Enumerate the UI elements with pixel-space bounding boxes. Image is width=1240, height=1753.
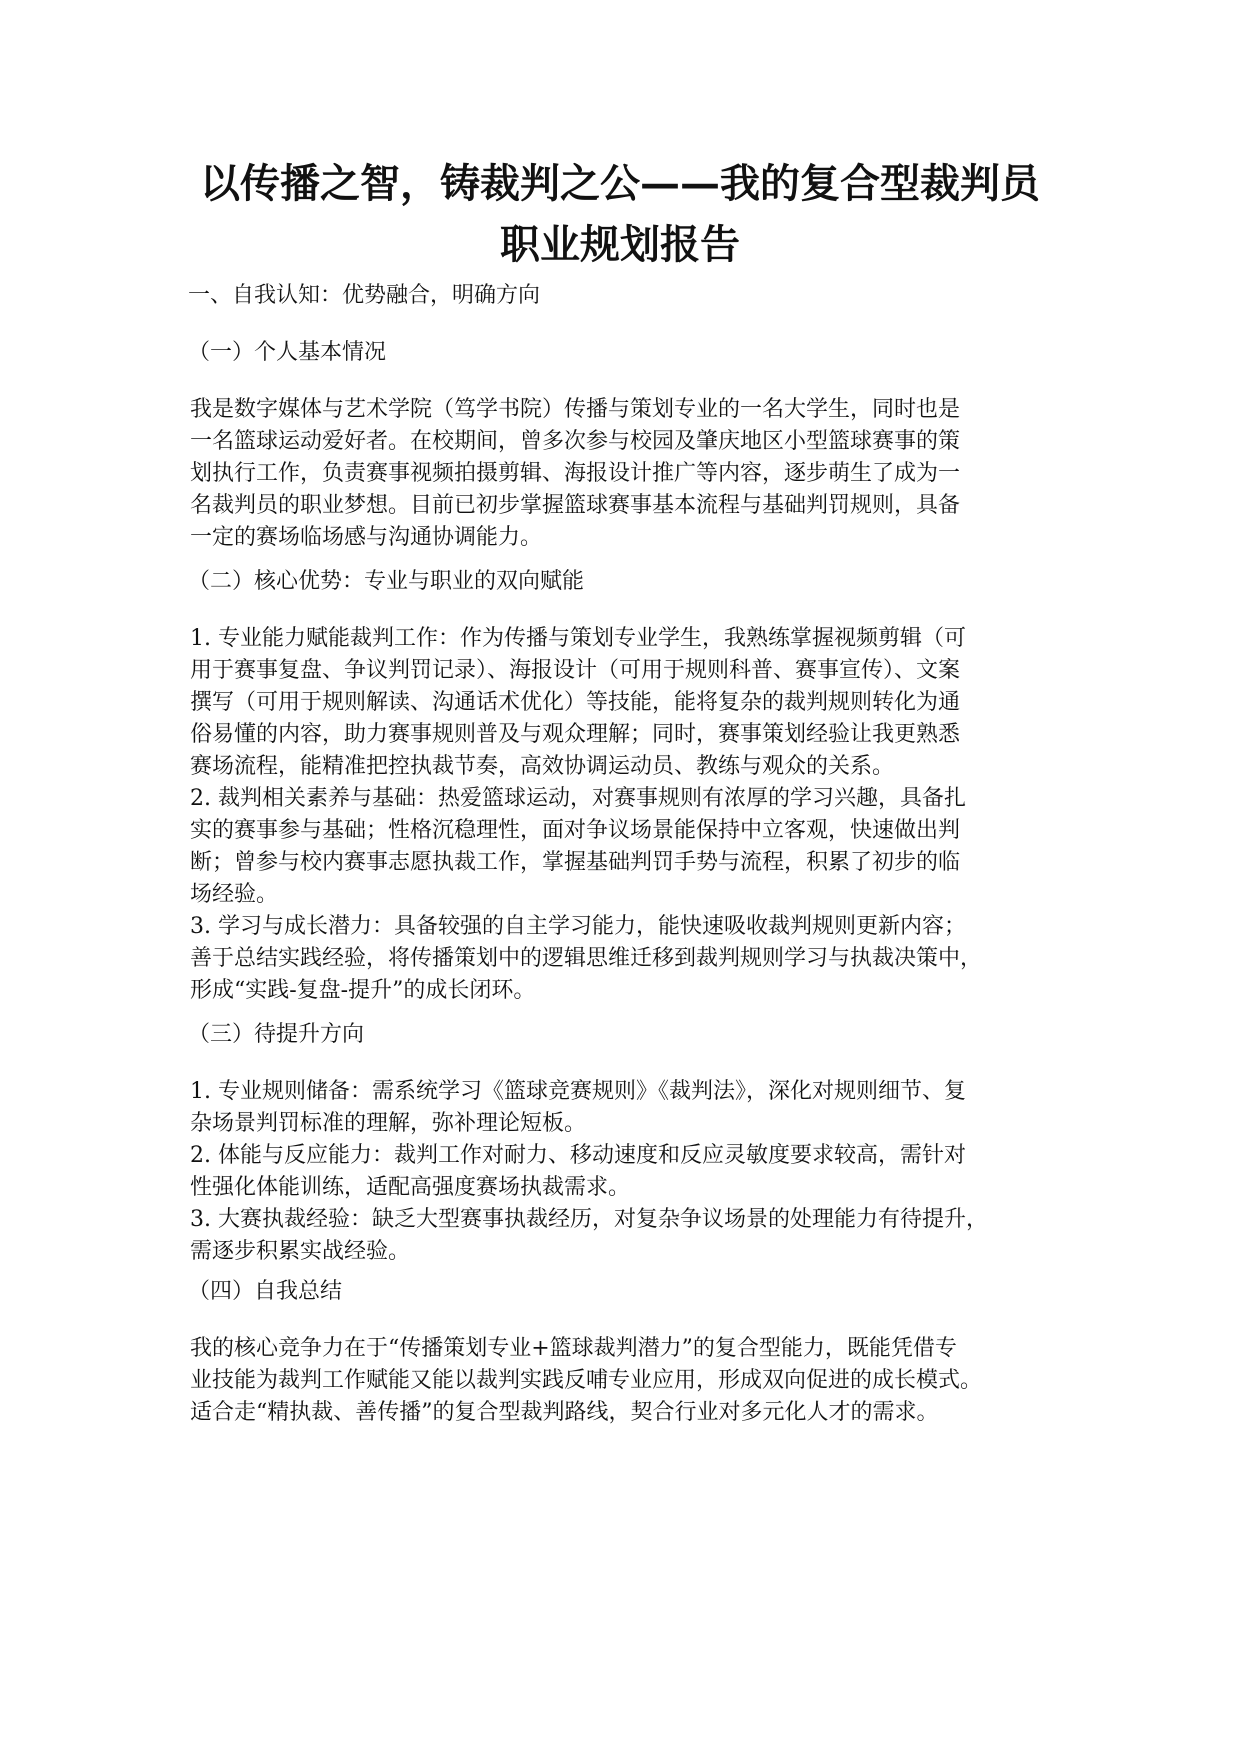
list-line: 2. 裁判相关素养与基础：热爱篮球运动，对赛事规则有浓厚的学习兴趣，具备扎	[190, 786, 966, 811]
paragraph-line: 我的核心竞争力在于“传播策划专业+篮球裁判潜力”的复合型能力，既能凭借专	[190, 1336, 957, 1361]
subsection-4-heading: （四）自我总结	[188, 1279, 343, 1304]
list-line: 杂场景判罚标准的理解，弥补理论短板。	[190, 1111, 587, 1136]
list-line: 善于总结实践经验，将传播策划中的逻辑思维迁移到裁判规则学习与执裁决策中，	[190, 946, 983, 971]
paragraph-line: 一名篮球运动爱好者。在校期间，曾多次参与校园及肇庆地区小型篮球赛事的策	[190, 429, 961, 454]
list-line: 需逐步积累实战经验。	[190, 1239, 411, 1264]
list-line: 2. 体能与反应能力：裁判工作对耐力、移动速度和反应灵敏度要求较高，需针对	[190, 1143, 966, 1168]
list-line: 形成“实践-复盘-提升”的成长闭环。	[190, 978, 536, 1003]
list-line: 场经验。	[190, 882, 279, 907]
paragraph-line: 业技能为裁判工作赋能又能以裁判实践反哺专业应用，形成双向促进的成长模式。	[190, 1368, 983, 1393]
subsection-1-paragraph	[190, 394, 1060, 554]
list-line: 俗易懂的内容，助力赛事规则普及与观众理解；同时，赛事策划经验让我更熟悉	[190, 722, 961, 747]
paragraph-line: 划执行工作，负责赛事视频拍摄剪辑、海报设计推广等内容，逐步萌生了成为一	[190, 461, 961, 486]
list-line: 断；曾参与校内赛事志愿执裁工作，掌握基础判罚手势与流程，积累了初步的临	[190, 850, 961, 875]
paragraph-line: 名裁判员的职业梦想。目前已初步掌握篮球赛事基本流程与基础判罚规则，具备	[190, 493, 961, 518]
subsection-1-heading: （一）个人基本情况	[188, 340, 387, 365]
list-line: 性强化体能训练，适配高强度赛场执裁需求。	[190, 1175, 631, 1200]
list-line: 3. 大赛执裁经验：缺乏大型赛事执裁经历，对复杂争议场景的处理能力有待提升，	[190, 1207, 988, 1232]
subsection-3-heading: （三）待提升方向	[188, 1022, 365, 1047]
subsection-2-heading: （二）核心优势：专业与职业的双向赋能	[188, 569, 585, 594]
subsection-2-list	[190, 623, 1060, 1007]
paragraph-line: 适合走“精执裁、善传播”的复合型裁判路线，契合行业对多元化人才的需求。	[190, 1400, 939, 1425]
list-line: 用于赛事复盘、争议判罚记录）、海报设计（可用于规则科普、赛事宣传）、文案	[190, 658, 961, 683]
document-title-line-2: 职业规划报告	[500, 221, 740, 268]
list-line: 实的赛事参与基础；性格沉稳理性，面对争议场景能保持中立客观，快速做出判	[190, 818, 961, 843]
list-line: 3. 学习与成长潜力：具备较强的自主学习能力，能快速吸收裁判规则更新内容；	[190, 914, 966, 939]
paragraph-line: 我是数字媒体与艺术学院（笃学书院）传播与策划专业的一名大学生，同时也是	[190, 397, 961, 422]
list-line: 1. 专业能力赋能裁判工作：作为传播与策划专业学生，我熟练掌握视频剪辑（可	[190, 626, 966, 651]
section-1-heading: 一、自我认知：优势融合，明确方向	[188, 283, 541, 308]
list-line: 1. 专业规则储备：需系统学习《篮球竞赛规则》《裁判法》，深化对规则细节、复	[190, 1079, 966, 1104]
list-line: 撰写（可用于规则解读、沟通话术优化）等技能，能将复杂的裁判规则转化为通	[190, 690, 961, 715]
document-title-line-1: 以传播之智，铸裁判之公——我的复合型裁判员	[200, 160, 1040, 207]
subsection-3-list	[190, 1076, 1060, 1268]
paragraph-line: 一定的赛场临场感与沟通协调能力。	[190, 525, 543, 550]
subsection-4-paragraph	[190, 1333, 1060, 1429]
list-line: 赛场流程，能精准把控执裁节奏，高效协调运动员、教练与观众的关系。	[190, 754, 895, 779]
